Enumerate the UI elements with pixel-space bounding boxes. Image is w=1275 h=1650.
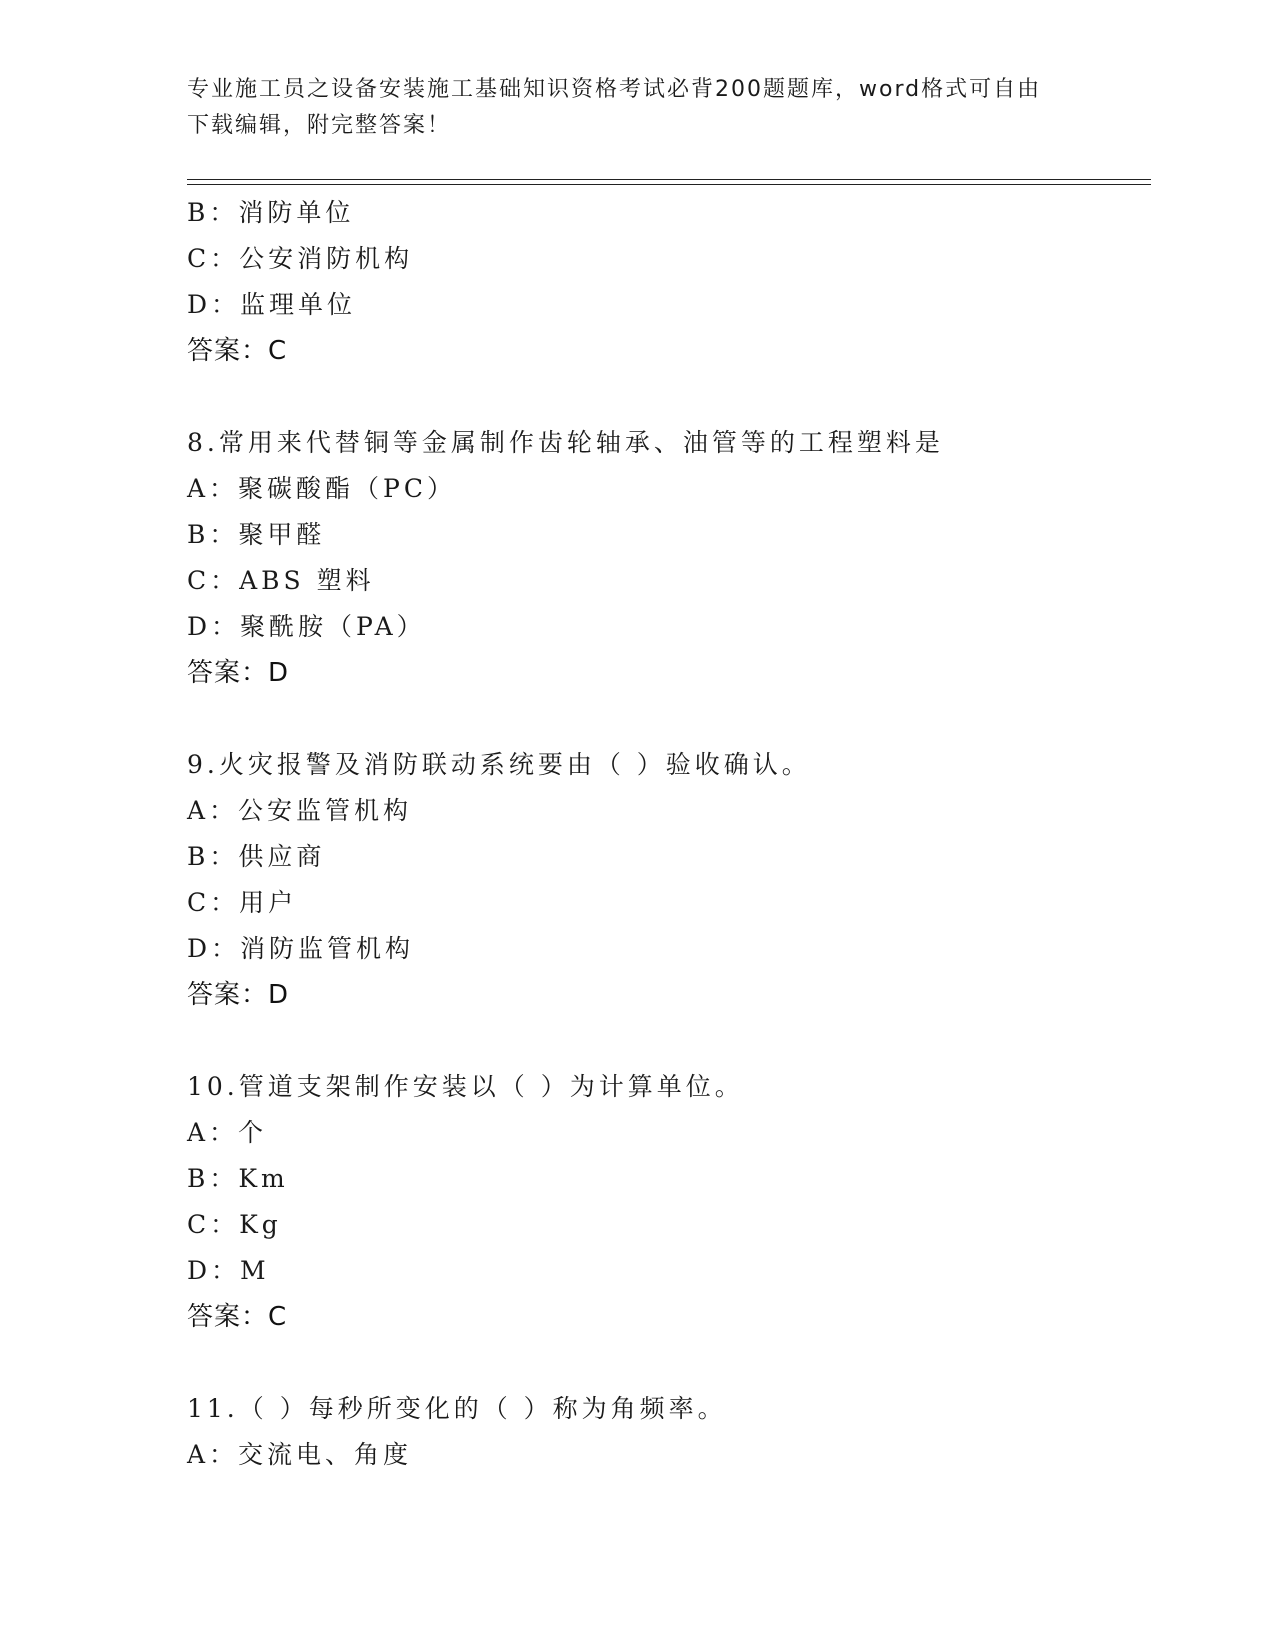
answer-option: A：交流电、角度	[187, 1440, 413, 1469]
question-block	[187, 420, 1147, 696]
answer-key: 答案：C	[187, 1302, 288, 1332]
block-spacer	[187, 374, 1147, 420]
answer-option: D：M	[187, 1256, 270, 1285]
answer-option: A：公安监管机构	[187, 796, 413, 825]
block-spacer	[187, 696, 1147, 742]
answer-option: C：公安消防机构	[187, 244, 414, 273]
question-block	[187, 190, 1147, 374]
question-block	[187, 742, 1147, 1018]
answer-option: C：Kg	[187, 1210, 282, 1239]
block-spacer	[187, 1340, 1147, 1386]
header-title-line-2: 下载编辑，附完整答案！	[187, 113, 452, 138]
question-list	[187, 190, 1147, 1478]
answer-option: D：监理单位	[187, 290, 357, 319]
answer-key: 答案：D	[187, 658, 290, 688]
answer-option: B：聚甲醛	[187, 520, 326, 549]
answer-option: A：聚碳酸酯（PC）	[187, 474, 457, 503]
answer-key: 答案：C	[187, 336, 288, 366]
question-text: 10.管道支架制作安装以（ ）为计算单位。	[187, 1072, 744, 1101]
question-text: 9.火灾报警及消防联动系统要由（ ）验收确认。	[187, 750, 811, 779]
header-divider-bottom	[187, 184, 1151, 185]
answer-option: C：用户	[187, 888, 298, 917]
answer-option: D：聚酰胺（PA）	[187, 612, 426, 641]
document-header	[187, 72, 1077, 144]
question-text: 8.常用来代替铜等金属制作齿轮轴承、油管等的工程塑料是	[187, 428, 944, 457]
question-text: 11.（ ）每秒所变化的（ ）称为角频率。	[187, 1394, 727, 1423]
answer-option: B：消防单位	[187, 198, 355, 227]
question-block	[187, 1064, 1147, 1340]
answer-option: C：ABS 塑料	[187, 566, 375, 595]
header-divider-top	[187, 179, 1151, 180]
answer-option: D：消防监管机构	[187, 934, 415, 963]
block-spacer	[187, 1018, 1147, 1064]
question-block	[187, 1386, 1147, 1478]
answer-option: A：个	[187, 1118, 268, 1147]
answer-option: B：供应商	[187, 842, 326, 871]
answer-option: B：Km	[187, 1164, 289, 1193]
answer-key: 答案：D	[187, 980, 290, 1010]
header-title-line-1: 专业施工员之设备安装施工基础知识资格考试必背200题题库，word格式可自由	[187, 77, 1042, 102]
